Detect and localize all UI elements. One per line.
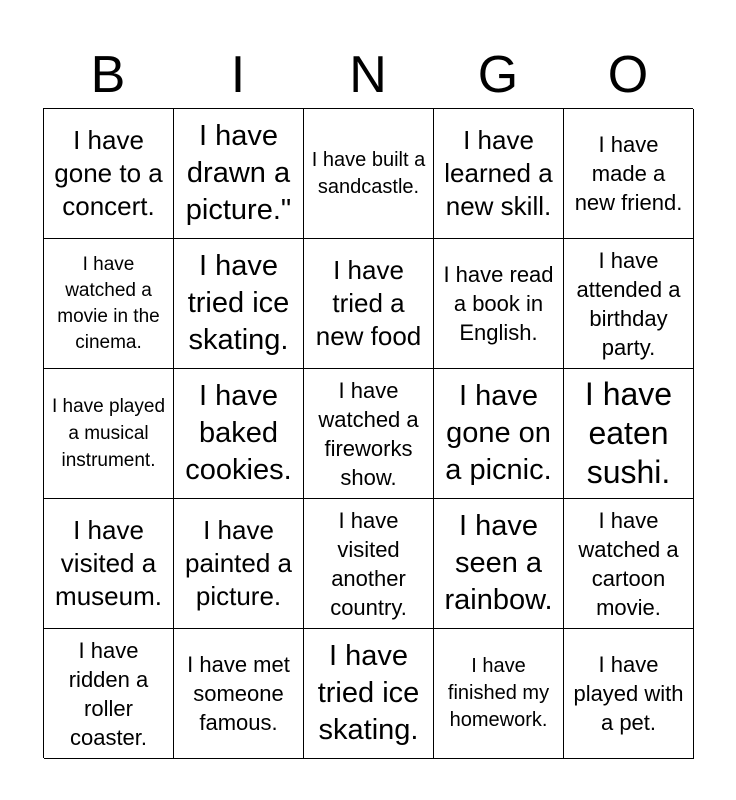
- bingo-cell[interactable]: [174, 629, 304, 759]
- cell-text: I have played a musical instrument.: [51, 396, 166, 471]
- bingo-cell[interactable]: [434, 499, 564, 629]
- bingo-cell[interactable]: [174, 369, 304, 499]
- cell-text: I have tried a new food: [315, 255, 422, 351]
- header-letter-g: G: [477, 46, 519, 104]
- bingo-cell[interactable]: [304, 629, 434, 759]
- cell-text: I have ridden a roller coaster.: [68, 637, 149, 750]
- bingo-cell[interactable]: [564, 239, 694, 369]
- cell-text: I have gone to a concert.: [54, 125, 163, 221]
- bingo-cell[interactable]: [174, 109, 304, 239]
- cell-text: I have watched a fireworks show.: [318, 377, 419, 490]
- cell-text: I have met someone famous.: [187, 652, 290, 735]
- bingo-cell[interactable]: [44, 629, 174, 759]
- cell-text: I have baked cookies.: [185, 380, 292, 486]
- cell-text: I have visited another country.: [330, 507, 407, 620]
- bingo-cell[interactable]: [564, 109, 694, 239]
- header-letter-b: B: [90, 46, 126, 104]
- cell-text: I have built a sandcastle.: [311, 148, 426, 198]
- cell-text: I have eaten sushi.: [584, 376, 673, 490]
- bingo-cell[interactable]: [44, 239, 174, 369]
- cell-text: I have gone on a picnic.: [445, 380, 552, 486]
- bingo-cell[interactable]: [304, 239, 434, 369]
- cell-text: I have played with a pet.: [573, 652, 684, 735]
- cell-text: I have tried ice skating.: [317, 640, 420, 746]
- bingo-cell[interactable]: [174, 239, 304, 369]
- cell-text: I have seen a rainbow.: [444, 510, 553, 616]
- bingo-header: [43, 42, 693, 108]
- bingo-cell[interactable]: [434, 239, 564, 369]
- cell-text: I have learned a new skill.: [444, 125, 553, 221]
- bingo-cell[interactable]: [564, 369, 694, 499]
- cell-text: I have watched a cartoon movie.: [578, 507, 679, 620]
- cell-text: I have drawn a picture.": [185, 120, 292, 226]
- bingo-cell[interactable]: [174, 499, 304, 629]
- bingo-cell[interactable]: [434, 369, 564, 499]
- header-letter-i: I: [230, 46, 246, 104]
- bingo-cell[interactable]: [564, 499, 694, 629]
- cell-text: I have painted a picture.: [185, 515, 292, 611]
- cell-text: I have tried ice skating.: [187, 250, 290, 356]
- cell-text: I have attended a birthday party.: [576, 247, 681, 360]
- bingo-cell[interactable]: [44, 369, 174, 499]
- cell-text: I have finished my homework.: [447, 655, 550, 731]
- bingo-cell[interactable]: [44, 499, 174, 629]
- bingo-cell[interactable]: [304, 109, 434, 239]
- cell-text: I have read a book in English.: [443, 262, 554, 345]
- bingo-cell[interactable]: [304, 499, 434, 629]
- header-letter-o: O: [607, 46, 649, 104]
- bingo-board: [43, 108, 693, 758]
- bingo-cell[interactable]: [434, 629, 564, 759]
- cell-text: I have made a new friend.: [574, 132, 683, 215]
- cell-text: I have watched a movie in the cinema.: [57, 253, 160, 353]
- bingo-cell[interactable]: [564, 629, 694, 759]
- bingo-cell[interactable]: [434, 109, 564, 239]
- cell-text: I have visited a museum.: [55, 515, 162, 611]
- bingo-cell[interactable]: [304, 369, 434, 499]
- header-letter-n: N: [349, 46, 387, 104]
- bingo-cell[interactable]: [44, 109, 174, 239]
